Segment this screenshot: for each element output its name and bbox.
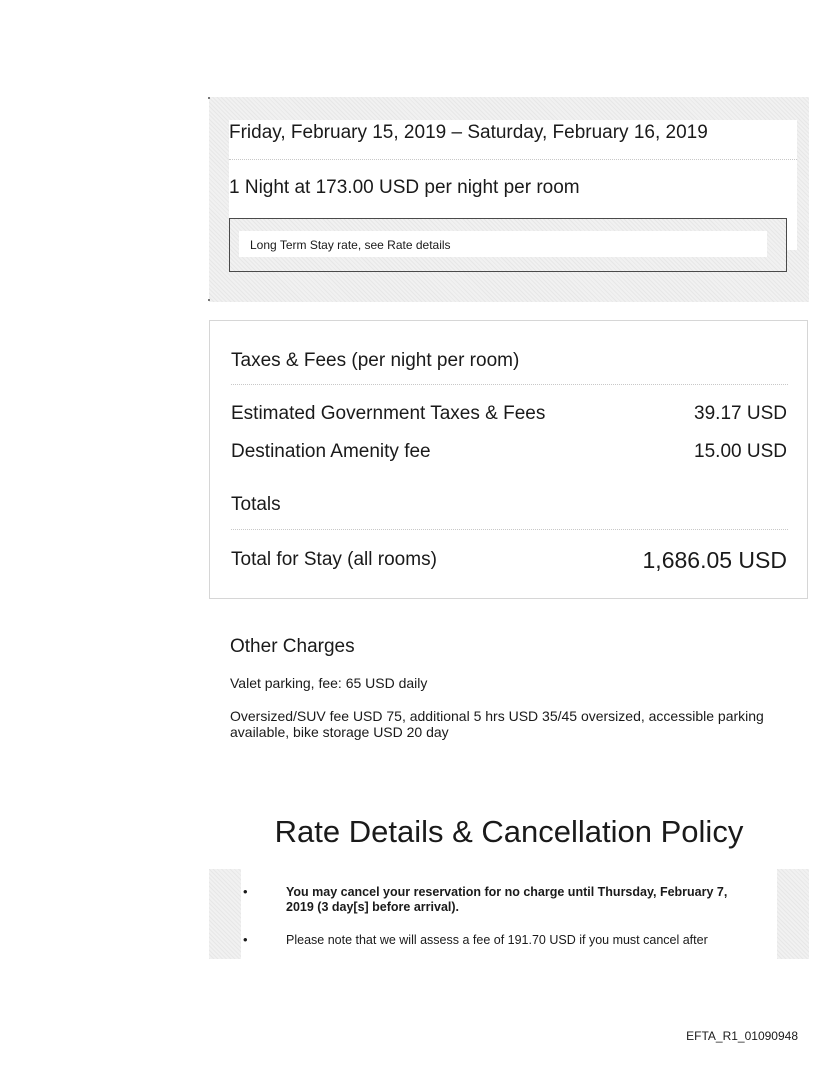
tax-item-value: 39.17 USD bbox=[694, 403, 787, 424]
divider bbox=[231, 384, 788, 385]
cancellation-fee-text: Please note that we will assess a fee of 191.70 USD if you must cancel after bbox=[286, 933, 708, 947]
policy-heading: Rate Details & Cancellation Policy bbox=[274, 814, 744, 849]
bullet-icon: • bbox=[243, 884, 248, 899]
total-label: Total for Stay (all rooms) bbox=[231, 549, 437, 570]
valet-parking-text: Valet parking, fee: 65 USD daily bbox=[230, 675, 428, 691]
divider bbox=[229, 159, 797, 160]
rate-note-box bbox=[229, 218, 787, 272]
oversize-fee-text: Oversized/SUV fee USD 75, additional 5 hrs USD 35/45 oversized, accessible parking available, bike storage USD 20 day bbox=[230, 708, 764, 740]
policy-right-margin bbox=[777, 869, 809, 959]
margin-mark bbox=[208, 299, 210, 301]
cancellation-free-text: You may cancel your reservation for no charge until Thursday, February 7, 2019 (3 day[s] before arrival). bbox=[286, 885, 728, 914]
tax-item-label: Estimated Government Taxes & Fees bbox=[231, 403, 546, 424]
other-charges-title: Other Charges bbox=[230, 636, 355, 657]
taxes-header: Taxes & Fees (per night per room) bbox=[231, 350, 520, 371]
rate-note-text[interactable]: Long Term Stay rate, see Rate details bbox=[250, 238, 451, 252]
document-id: EFTA_R1_01090948 bbox=[686, 1029, 798, 1043]
bullet-icon: • bbox=[243, 932, 248, 947]
divider bbox=[231, 529, 788, 530]
nightly-rate-line: 1 Night at 173.00 USD per night per room bbox=[229, 177, 580, 198]
tax-item-value: 15.00 USD bbox=[694, 441, 787, 462]
stay-summary-panel bbox=[209, 97, 809, 302]
tax-item-label: Destination Amenity fee bbox=[231, 441, 431, 462]
rate-note-inner bbox=[239, 231, 767, 257]
totals-header: Totals bbox=[231, 494, 281, 515]
stay-dates: Friday, February 15, 2019 – Saturday, February 16, 2019 bbox=[229, 122, 708, 143]
policy-left-margin bbox=[209, 869, 241, 959]
taxes-and-totals-panel bbox=[209, 320, 808, 599]
total-value: 1,686.05 USD bbox=[642, 547, 787, 573]
margin-mark bbox=[208, 97, 210, 99]
